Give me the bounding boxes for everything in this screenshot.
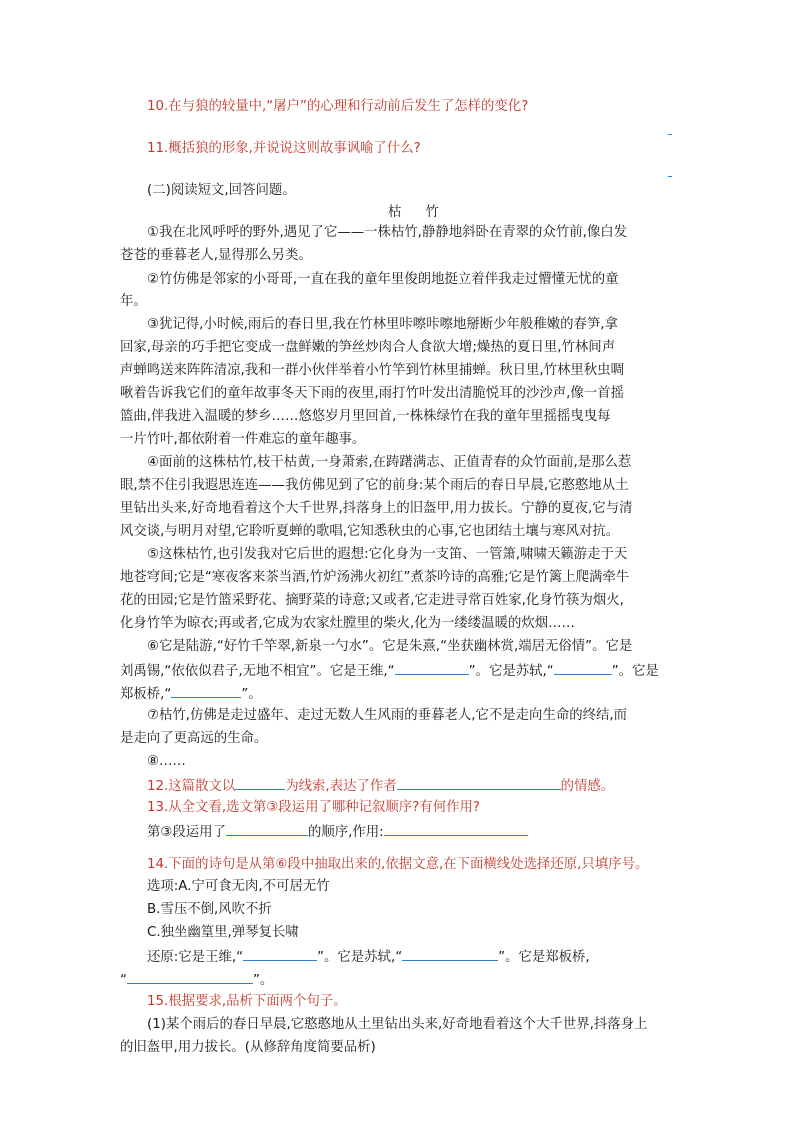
q12-text: 的情感。 — [560, 779, 615, 794]
q12-text: 12.这篇散文以 — [147, 779, 236, 794]
p2-line: 年。 — [120, 294, 147, 309]
q14-answer-row — [147, 946, 590, 968]
p6-line — [120, 683, 262, 705]
fill-blank-wangwei[interactable] — [395, 660, 469, 675]
p3-line: 啾着告诉我它们的童年故事冬天下雨的夜里,雨打竹叶发出清脆悦耳的沙沙声,像一首摇 — [120, 386, 624, 401]
q14-text: ”。它是郑板桥, — [498, 950, 590, 965]
q14-text: “ — [120, 973, 127, 988]
option-c: C.独坐幽篁里,弹琴复长啸 — [147, 925, 299, 940]
answer-blank-order[interactable] — [226, 821, 308, 836]
p4-line: 里钻出头来,好奇地看着这个大千世界,抖落身上的旧盔甲,用力拔长。宁静的夏夜,它与清 — [120, 501, 633, 516]
p8-line: ⑧…… — [147, 754, 186, 769]
answer-blank-effect[interactable] — [384, 821, 528, 836]
q12-text: 为线索,表达了作者 — [285, 779, 397, 794]
q14-text: 还原:它是王维,“ — [147, 950, 244, 965]
p5-line: 地苍穹间;它是“寒夜客来茶当酒,竹炉汤沸火初红”煮茶吟诗的高雅;它是竹篱上爬满牵牛 — [120, 570, 630, 585]
q13-text: 的顺序,作用: — [307, 825, 384, 840]
question-12 — [147, 775, 614, 797]
p4-line: 风交谈,与明月对望,它聆听夏蝉的歌唱,它知悉秋虫的心事,它也团结土壤与寒风对抗。 — [120, 524, 620, 539]
q14-text: ”。 — [252, 973, 274, 988]
answer-blank-clue[interactable] — [235, 775, 285, 790]
q14-text: ”。它是苏轼,“ — [317, 950, 403, 965]
question-14: 14.下面的诗句是从第⑥段中抽取出来的,依据文意,在下面横线处选择还原,只填序号。 — [147, 857, 649, 872]
q15-sentence-1: (1)某个雨后的春日早晨,它憨憨地从土里钻出头来,好奇地看着这个大千世界,抖落身上 — [147, 1017, 648, 1032]
p2-line: ②竹仿佛是邻家的小哥哥,一直在我的童年里俊朗地挺立着伴我走过懵懂无忧的童 — [147, 272, 619, 287]
p3-line: 一片竹叶,都依附着一件难忘的童年趣事。 — [120, 432, 366, 447]
p6-line — [120, 660, 659, 682]
question-10: 10.在与狼的较量中,“屠户”的心理和行动前后发生了怎样的变化? — [147, 99, 529, 114]
p3-line: ③犹记得,小时候,雨后的春日里,我在竹林里咔嚓咔嚓地掰断少年般稚嫩的春笋,拿 — [147, 317, 618, 332]
answer-line-marker — [668, 176, 672, 177]
question-11: 11.概括狼的形象,并说说这则故事讽喻了什么? — [147, 141, 421, 156]
answer-blank-emotion[interactable] — [397, 775, 561, 790]
p6-text: 郑板桥,“ — [120, 687, 172, 702]
option-b: B.雪压不倒,风吹不折 — [147, 902, 272, 917]
q13-answer-row — [147, 821, 528, 843]
p4-line: 眼,禁不住引我遐思连连——我仿佛见到了它的前身:某个雨后的春日早晨,它憨憨地从土 — [120, 478, 629, 493]
answer-blank-wangwei[interactable] — [243, 946, 317, 961]
p4-line: ④面前的这株枯竹,枝干枯黄,一身萧索,在踌躇满志、正值青春的众竹面前,是那么惹 — [147, 455, 632, 470]
p3-line: 回家,母亲的巧手把它变成一盘鲜嫩的笋丝炒肉合人食欲大增;燥热的夏日里,竹林间声 — [120, 340, 616, 355]
p6-text: 刘禹锡,“依依似君子,无地不相宜”。它是王维,“ — [120, 664, 395, 679]
p3-line: 声蝉鸣送来阵阵清凉,我和一群小伙伴举着小竹竿到竹林里捕蝉。秋日里,竹林里秋虫啁 — [120, 363, 624, 378]
question-15: 15.根据要求,品析下面两个句子。 — [147, 994, 347, 1009]
p5-line: 花的田园;它是竹篮采野花、摘野菜的诗意;又或者,它走进寻常百姓家,化身竹筷为烟火, — [120, 593, 624, 608]
p5-line: 化身竹竿为晾衣;再或者,它成为农家灶膛里的柴火,化为一缕缕温暖的炊烟…… — [120, 616, 575, 631]
p5-line: ⑤这株枯竹,也引发我对它后世的遐想:它化身为一支笛、一管箫,啸啸天籁游走于天 — [147, 547, 628, 562]
p6-line: ⑥它是陆游,“好竹千竿翠,新泉一勺水”。它是朱熹,“坐获幽林赏,端居无俗情”。它是 — [147, 639, 633, 654]
fill-blank-sushi[interactable] — [554, 660, 612, 675]
p1-line: ①我在北风呼呼的野外,遇见了它——一株枯竹,静静地斜卧在青翠的众竹前,像白发 — [147, 225, 628, 240]
p7-line: ⑦枯竹,仿佛是走过盛年、走过无数人生风雨的垂暮老人,它不是走向生命的终结,而 — [147, 708, 628, 723]
answer-blank-sushi[interactable] — [402, 946, 498, 961]
p6-text: ”。 — [241, 687, 262, 702]
q15-sentence-1: 的旧盔甲,用力拔长。(从修辞角度简要品析) — [120, 1040, 376, 1055]
essay-title: 枯竹 — [388, 205, 463, 220]
answer-line-marker — [668, 134, 672, 135]
option-a: 选项:A.宁可食无肉,不可居无竹 — [147, 879, 330, 894]
p6-text: ”。它是 — [611, 664, 659, 679]
section-heading: (二)阅读短文,回答问题。 — [147, 183, 296, 198]
q13-text: 第③段运用了 — [147, 825, 226, 840]
p1-line: 苍苍的垂暮老人,显得那么另类。 — [120, 248, 312, 263]
fill-blank-zhengbanqiao[interactable] — [171, 683, 241, 698]
question-13: 13.从全文看,选文第③段运用了哪种记叙顺序?有何作用? — [147, 800, 480, 815]
p6-text: ”。它是苏轼,“ — [468, 664, 554, 679]
q14-answer-row — [120, 969, 273, 991]
p3-line: 篮曲,伴我进入温暖的梦乡……悠悠岁月里回首,一株株绿竹在我的童年里摇摇曳曳每 — [120, 409, 611, 424]
p7-line: 是走向了更高远的生命。 — [120, 731, 268, 746]
answer-blank-zhengbanqiao[interactable] — [127, 969, 253, 984]
